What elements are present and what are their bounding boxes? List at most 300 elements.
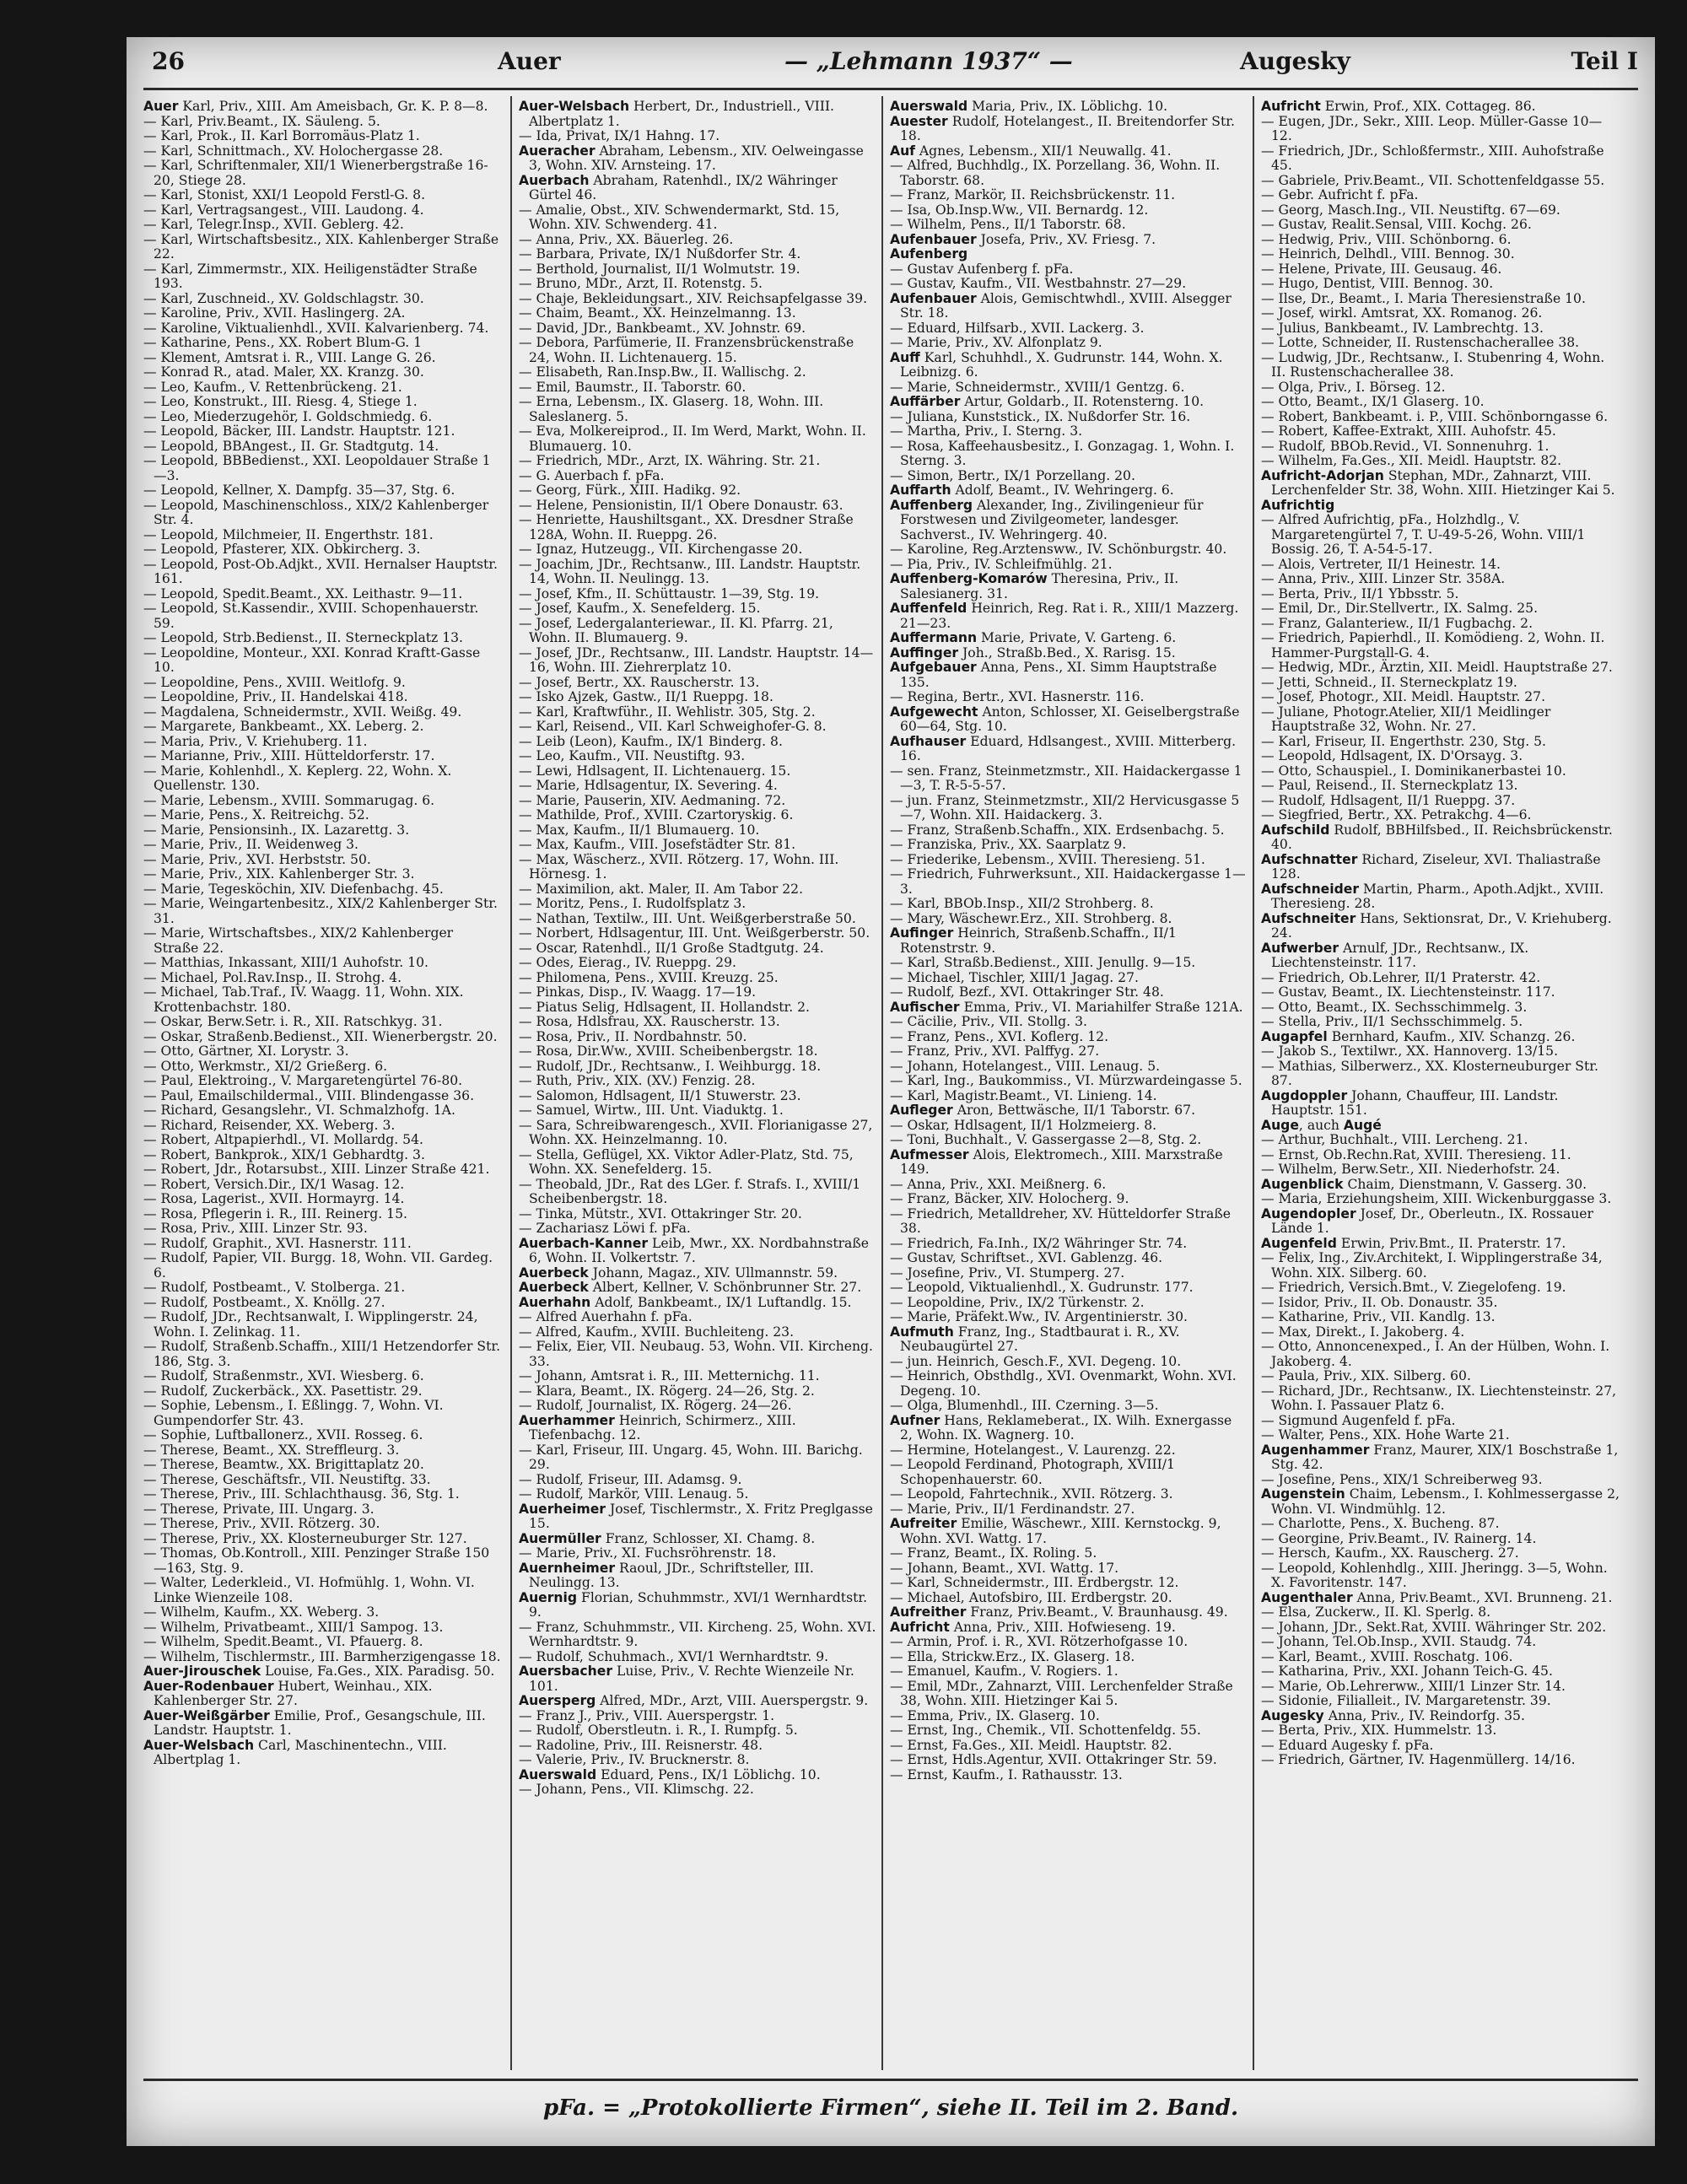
directory-entry: — Leopold, Kellner, X. Dampfg. 35—37, Stg. 6. xyxy=(143,483,455,498)
directory-entry: Auer-Rodenbauer Hubert, Weinhau., XIX. Kahlenberger Str. 27. xyxy=(143,1678,433,1708)
directory-entry: — Matthias, Inkassant, XIII/1 Auhofstr. 10. xyxy=(143,955,429,970)
directory-entry: — Heinrich, Delhdl., VIII. Bennog. 30. xyxy=(1261,246,1515,262)
directory-entry: — Leopold, Milchmeier, II. Engerthstr. 181. xyxy=(143,526,434,542)
directory-entry: Auerswald Maria, Priv., IX. Löblichg. 10. xyxy=(890,100,1168,114)
footer-rule xyxy=(143,2079,1638,2081)
directory-entry: — Rudolf, Straßenb.Schaffn., XIII/1 Hetzendorfer Str. 186, Stg. 3. xyxy=(143,1339,501,1369)
directory-entry: Aufreither Franz, Priv.Beamt., V. Braunhausg. 49. xyxy=(890,1604,1228,1620)
directory-entry: — Marie, Pens., X. Reitreichg. 52. xyxy=(143,807,369,822)
directory-entry: — Alfred Aufrichtig, pFa., Holzhdlg., V. Margaretengürtel 7, T. U-49-5-26, Wohn. VIII/1 Bossig. 26, T. A-54-5-17. xyxy=(1261,512,1586,557)
directory-entry: — Leopold, Spedit.Beamt., XX. Leithastr. 9—11. xyxy=(143,585,463,601)
directory-entry: Aufmuth Franz, Ing., Stadtbaurat i. R., XV. Neubaugürtel 27. xyxy=(890,1324,1180,1354)
directory-entry: Auernheimer Raoul, JDr., Schriftsteller, III. Neulingg. 13. xyxy=(519,1560,814,1590)
directory-entry: — Franz, Schuhmmstr., VII. Kircheng. 25, Wohn. XVI. Wernhardtstr. 9. xyxy=(519,1619,876,1649)
directory-entry: — Johann, Pens., VII. Klimschg. 22. xyxy=(519,1782,754,1797)
directory-entry: — Leopoldine, Monteur., XXI. Konrad Kraftt-Gasse 10. xyxy=(143,644,481,675)
directory-entry: — Eva, Molkereiprod., II. Im Werd, Markt, Wohn. II. Blumauerg. 10. xyxy=(519,423,866,454)
directory-entry: — Karl, Schnittmach., XV. Holochergasse 28. xyxy=(143,143,444,159)
directory-entry: Augesky Anna, Priv., IV. Reindorfg. 35. xyxy=(1261,1707,1525,1723)
directory-entry: — Josef, Kfm., II. Schüttaustr. 1—39, Stg. 19. xyxy=(519,585,820,601)
directory-entry: Aufwerber Arnulf, JDr., Rechtsanw., IX. Liechtensteinstr. 117. xyxy=(1261,940,1529,970)
directory-entry: — Berthold, Journalist, II/1 Wolmutstr. 19. xyxy=(519,261,800,277)
directory-entry: — Leopold, Strb.Bedienst., II. Sterneckplatz 13. xyxy=(143,630,464,645)
directory-entry: — Wilhelm, Pens., II/1 Taborstr. 68. xyxy=(890,217,1126,232)
directory-entry: — Therese, Priv., XVII. Rötzerg. 30. xyxy=(143,1516,380,1531)
directory-entry: — Gustav, Kaufm., VII. Westbahnstr. 27—29. xyxy=(890,276,1187,291)
directory-entry: Auer Karl, Priv., XIII. Am Ameisbach, Gr. K. P. 8—8. xyxy=(143,100,488,114)
directory-entry: Aufner Hans, Reklameberat., IX. Wilh. Exnergasse 2, Wohn. IX. Wagnerg. 10. xyxy=(890,1412,1232,1443)
directory-entry: — Ernst, Hdls.Agentur, XVII. Ottakringer Str. 59. xyxy=(890,1752,1217,1767)
directory-entry: Aufenbauer Alois, Gemischtwhdl., XVIII. Alsegger Str. 18. xyxy=(890,290,1232,321)
directory-entry: — Otto, Beamt., IX. Sechsschimmelg. 3. xyxy=(1261,999,1528,1015)
directory-entry: Auer-Welsbach Carl, Maschinentechn., VIII. Albertplag 1. xyxy=(143,1737,447,1767)
header-rule xyxy=(143,88,1638,90)
column-divider xyxy=(510,96,512,2070)
directory-entry: — Piatus Selig, Hdlsagent, II. Hollandstr. 2. xyxy=(519,999,810,1015)
directory-entry: — Felix, Ing., Ziv.Architekt, I. Wipplingerstraße 34, Wohn. XIX. Silberg. 60. xyxy=(1261,1250,1603,1281)
directory-entry: — Valerie, Priv., IV. Brucknerstr. 8. xyxy=(519,1752,750,1767)
directory-entry: — Robert, Altpapierhdl., VI. Mollardg. 54. xyxy=(143,1132,423,1147)
directory-entry: — Karl, Kraftwführ., II. Wehlistr. 305, Stg. 2. xyxy=(519,704,816,720)
directory-entry: — Hersch, Kaufm., XX. Rauscherg. 27. xyxy=(1261,1545,1519,1561)
directory-entry: — Michael, Pol.Rav.Insp., II. Strohg. 4. xyxy=(143,969,402,985)
directory-entry: Aufenberg xyxy=(890,246,968,262)
directory-entry: — Georg, Masch.Ing., VII. Neustiftg. 67—69. xyxy=(1261,202,1560,218)
directory-entry: — Marie, Priv., XV. Alfonplatz 9. xyxy=(890,335,1102,350)
directory-entry: — Friedrich, Versich.Bmt., V. Ziegelofeng. 19. xyxy=(1261,1280,1566,1295)
directory-entry: — Emma, Priv., IX. Glaserg. 10. xyxy=(890,1707,1100,1723)
directory-entry: Aufmesser Alois, Elektromech., XIII. Marxstraße 149. xyxy=(890,1146,1223,1177)
directory-entry: — Jetti, Schneid., II. Sterneckplatz 19. xyxy=(1261,674,1517,690)
directory-entry: Aufschneiter Hans, Sektionsrat, Dr., V. Kriehuberg. 24. xyxy=(1261,910,1612,941)
directory-entry: Aufschneider Martin, Pharm., Apoth.Adjkt., XVIII. Theresieng. 28. xyxy=(1261,881,1604,911)
directory-entry: — Leopold, Pfasterer, XIX. Obkircherg. 3. xyxy=(143,542,421,557)
directory-entry: — Magdalena, Schneidermstr., XVII. Weißg. 49. xyxy=(143,704,462,720)
directory-entry: — Karl, Zuschneid., XV. Goldschlagstr. 30. xyxy=(143,290,424,306)
header-last-entry: Augesky xyxy=(1240,47,1350,75)
directory-entry: — Alfred, Buchhdlg., IX. Porzellang. 36, Wohn. II. Taborstr. 68. xyxy=(890,158,1221,188)
directory-entry: — Karl, Vertragsangest., VIII. Laudong. 4. xyxy=(143,202,424,218)
directory-entry: — Anna, Priv., XIII. Linzer Str. 358A. xyxy=(1261,571,1506,586)
directory-entry: Auffinger Joh., Straßb.Bed., X. Rarisg. 15. xyxy=(890,644,1176,661)
directory-entry: Aufischer Emma, Priv., VI. Mariahilfer Straße 121A. xyxy=(890,999,1243,1015)
directory-entry: — Rudolf, Journalist, IX. Rögerg. 24—26. xyxy=(519,1398,792,1413)
directory-page xyxy=(127,37,1655,2146)
directory-entry: Aufleger Aron, Bettwäsche, II/1 Taborstr. 67. xyxy=(890,1103,1196,1118)
directory-entry: — Berta, Priv., II/1 Ybbsstr. 5. xyxy=(1261,585,1459,601)
directory-entry: — Max, Wäscherz., XVII. Rötzerg. 17, Wohn. III. Hörnesg. 1. xyxy=(519,851,839,882)
directory-entry: Auf Agnes, Lebensm., XII/1 Neuwallg. 41. xyxy=(890,143,1172,159)
directory-entry: — Leopold, Post-Ob.Adjkt., XVII. Hernalser Hauptstr. 161. xyxy=(143,556,498,586)
directory-entry: Aufreiter Emilie, Wäschewr., XIII. Kernstockg. 9, Wohn. XVI. Wattg. 17. xyxy=(890,1516,1221,1546)
directory-entry: — Oscar, Ratenhdl., II/1 Große Stadtgutg. 24. xyxy=(519,940,824,956)
directory-entry: — Tinka, Mütstr., XVI. Ottakringer Str. 20. xyxy=(519,1205,802,1221)
directory-entry: — Emil, Baumstr., II. Taborstr. 60. xyxy=(519,379,746,395)
directory-entry: — Marie, Präfekt.Ww., IV. Argentinierstr. 30. xyxy=(890,1309,1188,1324)
directory-entry: — Karl, Telegr.Insp., XVII. Geblerg. 42. xyxy=(143,217,404,232)
directory-entry: — Rudolf, BBOb.Revid., VI. Sonnenuhrg. 1. xyxy=(1261,438,1550,454)
directory-entry: — jun. Heinrich, Gesch.F., XVI. Degeng. 10. xyxy=(890,1353,1182,1369)
directory-entry: — Samuel, Wirtw., III. Unt. Viaduktg. 1. xyxy=(519,1103,784,1118)
directory-entry: — Pia, Priv., IV. Schleifmühlg. 21. xyxy=(890,556,1113,572)
directory-entry: — Richard, Gesangslehr., VI. Schmalzhofg. 1A. xyxy=(143,1103,455,1118)
directory-entry: — Marie, Weingartenbesitz., XIX/2 Kahlenberger Str. 31. xyxy=(143,896,498,926)
directory-entry: — Alfred Auerhahn f. pFa. xyxy=(519,1309,693,1324)
directory-entry: — Therese, Beamt., XX. Streffleurg. 3. xyxy=(143,1442,400,1458)
directory-entry: — Karl, Straßb.Bedienst., XIII. Jenullg. 9—15. xyxy=(890,955,1196,970)
directory-entry: — Martha, Priv., I. Sterng. 3. xyxy=(890,423,1083,439)
directory-entry: — Georg, Fürk., XIII. Hadikg. 92. xyxy=(519,483,741,498)
page-footer-note: pFa. = „Protokollierte Firmen“, siehe II. Teil im 2. Band. xyxy=(542,2095,1239,2121)
directory-entry: — Rosa, Priv., XIII. Linzer Str. 93. xyxy=(143,1221,368,1236)
directory-entry: Aufschild Rudolf, BBHilfsbed., II. Reichsbrückenstr. 40. xyxy=(1261,822,1613,852)
directory-entry: — Paula, Priv., XIX. Silberg. 60. xyxy=(1261,1368,1471,1383)
directory-entry: — Klara, Beamt., IX. Rögerg. 24—26, Stg. 2. xyxy=(519,1383,815,1399)
directory-entry: — Robert, Bankbeamt. i. P., VIII. Schönborngasse 6. xyxy=(1261,408,1609,424)
directory-entry: — Otto, Annoncenexped., I. An der Hülben, Wohn. I. Jakoberg. 4. xyxy=(1261,1339,1610,1369)
directory-entry: — Hedwig, Priv., VIII. Schönborng. 6. xyxy=(1261,231,1512,247)
directory-entry: — Franziska, Priv., XX. Saarplatz 9. xyxy=(890,837,1127,852)
directory-entry: — Marie, Pauserin, XIV. Aedmaning. 72. xyxy=(519,792,786,808)
directory-entry: — Josef, Photogr., XII. Meidl. Hauptstr. 27. xyxy=(1261,689,1546,704)
directory-entry: — Marie, Wirtschaftsbes., XIX/2 Kahlenberger Straße 22. xyxy=(143,925,454,956)
directory-entry: — Gustav, Beamt., IX. Liechtensteinstr. 117. xyxy=(1261,984,1555,1000)
directory-entry: — Wilhelm, Fa.Ges., XII. Meidl. Hauptstr. 82. xyxy=(1261,453,1562,468)
directory-entry: — Sophie, Lebensm., I. Eßlingg. 7, Wohn. VI. Gumpendorfer Str. 43. xyxy=(143,1398,444,1428)
directory-entry: — Chaje, Bekleidungsart., XIV. Reichsapfelgasse 39. xyxy=(519,290,868,306)
directory-entry: — Marie, Priv., XVI. Herbststr. 50. xyxy=(143,851,371,867)
directory-entry: — Leo, Miederzugehör, I. Goldschmiedg. 6. xyxy=(143,408,433,424)
directory-entry: — Hedwig, MDr., Ärztin, XII. Meidl. Hauptstraße 27. xyxy=(1261,660,1613,675)
directory-entry: — Wilhelm, Privatbeamt., XIII/1 Sampog. 13. xyxy=(143,1619,444,1635)
directory-entry: — Gustav, Realit.Sensal, VIII. Kochg. 26. xyxy=(1261,217,1532,232)
directory-entry: — Richard, JDr., Rechtsanw., IX. Liechtensteinstr. 27, Wohn. I. Passauer Platz 6. xyxy=(1261,1383,1617,1413)
directory-entry: — Julius, Bankbeamt., IV. Lambrechtg. 13. xyxy=(1261,320,1544,336)
directory-entry: — Rudolf, Postbeamt., V. Stolberga. 21. xyxy=(143,1280,406,1295)
directory-entry: — Josef, wirkl. Amtsrat, XX. Romanog. 26. xyxy=(1261,305,1543,321)
directory-entry: — Rosa, Hdlsfrau, XX. Rauscherstr. 13. xyxy=(519,1014,780,1029)
directory-entry: — Marie, Tegesköchin, XIV. Diefenbachg. 45. xyxy=(143,881,444,897)
directory-entry: — Friedrich, JDr., Schloßfermstr., XIII. Auhofstraße 45. xyxy=(1261,143,1604,173)
directory-entry: — Lotte, Schneider, II. Rustenschacherallee 38. xyxy=(1261,335,1580,350)
directory-entry: — Wilhelm, Berw.Setr., XII. Niederhofstr. 24. xyxy=(1261,1162,1560,1177)
directory-entry: — Michael, Tab.Traf., IV. Waagg. 11, Wohn. XIX. Krottenbachstr. 180. xyxy=(143,984,464,1015)
directory-entry: Auffenfeld Heinrich, Reg. Rat i. R., XIII/1 Mazzerg. 21—23. xyxy=(890,601,1239,631)
directory-entry: — Elsa, Zuckerw., II. Kl. Sperlg. 8. xyxy=(1261,1604,1491,1620)
directory-entry: — Sophie, Luftballonerz., XVII. Rosseg. 6. xyxy=(143,1427,423,1443)
directory-entry: — Georgine, Priv.Beamt., IV. Rainerg. 14. xyxy=(1261,1530,1537,1546)
header-part: Teil I xyxy=(1571,47,1638,75)
directory-entry: — Ruth, Priv., XIX. (XV.) Fenzig. 28. xyxy=(519,1073,756,1088)
directory-entry: — Wilhelm, Spedit.Beamt., VI. Pfauerg. 8. xyxy=(143,1634,423,1649)
directory-entry: — Leopoldine, Priv., II. Handelskai 418. xyxy=(143,689,408,704)
directory-entry: — Marie, Lebensm., XVIII. Sommarugag. 6. xyxy=(143,792,435,808)
directory-entry: — Wilhelm, Kaufm., XX. Weberg. 3. xyxy=(143,1604,380,1620)
directory-entry: — Debora, Parfümerie, II. Franzensbrückenstraße 24, Wohn. II. Lichtenauerg. 15. xyxy=(519,335,854,365)
directory-entry: Auernig Florian, Schuhmmstr., XVI/1 Wernhardtstr. 9. xyxy=(519,1589,868,1620)
directory-entry: — Radoline, Priv., III. Reisnerstr. 48. xyxy=(519,1737,763,1753)
directory-entry: — Leopold, BBBedienst., XXI. Leopoldauer Straße 1—3. xyxy=(143,453,491,483)
directory-entry: — Cäcilie, Priv., VII. Stollg. 3. xyxy=(890,1014,1087,1029)
directory-entry: Aueracher Abraham, Lebensm., XIV. Oelweingasse 3, Wohn. XIV. Arnsteing. 17. xyxy=(519,143,864,173)
directory-entry: — Rosa, Dir.Ww., XVIII. Scheibenbergstr. 18. xyxy=(519,1043,818,1059)
directory-entry: — Karl, Schneidermstr., III. Erdbergstr. 12. xyxy=(890,1575,1179,1590)
directory-entry: — Maria, Erziehungsheim, XIII. Wickenburggasse 3. xyxy=(1261,1191,1612,1206)
directory-entry: Augendopler Josef, Dr., Oberleutn., IX. Rossauer Lände 1. xyxy=(1261,1205,1593,1236)
directory-entry: — Max, Kaufm., VIII. Josefstädter Str. 81. xyxy=(519,837,796,852)
directory-entry: — Hermine, Hotelangest., V. Laurenzg. 22. xyxy=(890,1442,1176,1458)
directory-entry: — Oskar, Straßenb.Bedienst., XII. Wienerbergstr. 20. xyxy=(143,1028,498,1044)
directory-entry: — Therese, Beamtw., XX. Brigittaplatz 20. xyxy=(143,1457,424,1472)
directory-entry: — Otto, Werkmstr., XI/2 Grießerg. 6. xyxy=(143,1058,388,1074)
directory-entry: Auffermann Marie, Private, V. Garteng. 6. xyxy=(890,630,1177,645)
directory-entry: — Johann, Amtsrat i. R., III. Metternichg. 11. xyxy=(519,1368,820,1383)
directory-entry: — Franz, Galanteriew., II/1 Fugbachg. 2. xyxy=(1261,615,1533,631)
directory-entry: — Norbert, Hdlsagentur, III. Unt. Weißgerberstr. 50. xyxy=(519,925,870,941)
directory-entry: — Maria, Priv., V. Kriehuberg. 11. xyxy=(143,733,368,749)
directory-entry: — Juliana, Kunststick., IX. Nußdorfer Str. 16. xyxy=(890,408,1191,424)
directory-entry: Aufricht-Adorjan Stephan, MDr., Zahnarzt, VIII. Lerchenfelder Str. 38, Wohn. XIII. Hietzinger Kai 5. xyxy=(1261,467,1615,498)
directory-entry: — Philomena, Pens., XVIII. Kreuzg. 25. xyxy=(519,969,779,985)
directory-entry: — Rudolf, JDr., Rechtsanwalt, I. Wipplingerstr. 24, Wohn. I. Zelinkag. 11. xyxy=(143,1309,478,1340)
directory-entry: — Leopold, Hdlsagent, IX. D'Orsayg. 3. xyxy=(1261,748,1523,763)
directory-entry: Aufrichtig xyxy=(1261,497,1335,513)
directory-entry: Augenhammer Franz, Maurer, XIX/1 Boschstraße 1, Stg. 42. xyxy=(1261,1442,1619,1472)
directory-entry: — Otto, Beamt., IX/1 Glaserg. 10. xyxy=(1261,394,1485,409)
directory-entry: — Bruno, MDr., Arzt, II. Rotenstg. 5. xyxy=(519,276,763,291)
directory-entry: — Sidonie, Filialleit., IV. Margaretenstr. 39. xyxy=(1261,1693,1551,1708)
directory-entry: Auer-Welsbach Herbert, Dr., Industriell., VIII. Albertplatz 1. xyxy=(519,100,834,129)
directory-entry: — Johann, Beamt., XVI. Wattg. 17. xyxy=(890,1560,1119,1576)
directory-entry: Auffenberg-Komarów Theresina, Priv., II. Salesianerg. 31. xyxy=(890,571,1179,601)
directory-entry: — Olga, Priv., I. Börseg. 12. xyxy=(1261,379,1446,395)
directory-entry: — Friedrich, Fuhrwerksunt., XII. Haidackergasse 1—3. xyxy=(890,866,1246,897)
directory-entry: — Otto, Gärtner, XI. Lorystr. 3. xyxy=(143,1043,349,1059)
directory-entry: — Marie, Priv., II/1 Ferdinandstr. 27. xyxy=(890,1501,1135,1517)
directory-entry: — Leopold, Fahrtechnik., XVII. Rötzerg. 3. xyxy=(890,1486,1173,1502)
directory-entry: Aufricht Anna, Priv., XIII. Hofwieseng. 19. xyxy=(890,1619,1176,1635)
directory-entry: — Otto, Schauspiel., I. Dominikanerbastei 10. xyxy=(1261,763,1566,779)
directory-entry: — Zachariasz Löwi f. pFa. xyxy=(519,1221,691,1236)
directory-entry: — Karl, Stonist, XXI/1 Leopold Ferstl-G. 8. xyxy=(143,187,426,202)
directory-entry: Auer-Weißgärber Emilie, Prof., Gesangschule, III. Landstr. Hauptstr. 1. xyxy=(143,1707,486,1738)
directory-entry: Auffärber Artur, Goldarb., II. Rotensterng. 10. xyxy=(890,394,1205,409)
directory-entry: Auerhammer Heinrich, Schirmerz., XIII. Tiefenbachg. 12. xyxy=(519,1412,796,1443)
directory-entry: Aufgewecht Anton, Schlosser, XI. Geiselbergstraße 60—64, Stg. 10. xyxy=(890,704,1240,734)
directory-entry: — Rudolf, Bezf., XVI. Ottakringer Str. 48. xyxy=(890,984,1164,1000)
directory-entry: — Robert, Kaffee-Extrakt, XIII. Auhofstr. 45. xyxy=(1261,423,1556,439)
directory-entry: — Ludwig, JDr., Rechtsanw., I. Stubenring 4, Wohn. II. Rustenschacherallee 38. xyxy=(1261,349,1605,380)
directory-entry: — Thomas, Ob.Kontroll., XIII. Penzinger Straße 150—163, Stg. 9. xyxy=(143,1545,490,1576)
directory-entry: Auge, auch Augé xyxy=(1261,1117,1382,1133)
directory-entry: — Ilse, Dr., Beamt., I. Maria Theresienstraße 10. xyxy=(1261,290,1586,306)
directory-entry: Auersperg Alfred, MDr., Arzt, VIII. Auerspergstr. 9. xyxy=(519,1693,869,1708)
directory-entry: — Leopold Ferdinand, Photograph, XVIII/1 Schopenhauerstr. 60. xyxy=(890,1457,1175,1487)
column-2 xyxy=(519,100,877,2073)
page-header xyxy=(127,37,1655,88)
directory-entry: — Friedrich, Gärtner, IV. Hagenmüllerg. 14/16. xyxy=(1261,1752,1576,1767)
directory-entry: — Salomon, Hdlsagent, II/1 Stuwerstr. 23. xyxy=(519,1087,801,1103)
directory-entry: — Gustav, Schriftset., XVI. Gablenzg. 46. xyxy=(890,1250,1163,1265)
directory-entry: — Walter, Pens., XIX. Hohe Warte 21. xyxy=(1261,1427,1510,1443)
directory-entry: Augapfel Bernhard, Kaufm., XIV. Schanzg. 26. xyxy=(1261,1028,1576,1044)
directory-entry: Augenfeld Erwin, Priv.Bmt., II. Praterstr. 17. xyxy=(1261,1235,1566,1251)
directory-entry: — Theobald, JDr., Rat des LGer. f. Strafs. I., XVIII/1 Scheibenbergstr. 18. xyxy=(519,1176,861,1206)
directory-entry: — Mathilde, Prof., XVIII. Czartoryskig. 6. xyxy=(519,807,794,822)
directory-entry: Auffenberg Alexander, Ing., Zivilingenieur für Forstwesen und Zivilgeometer, landesger. Sachverst., IV. Wehringerg. 40. xyxy=(890,497,1204,542)
directory-entry: — G. Auerbach f. pFa. xyxy=(519,467,665,483)
directory-entry: — Leib (Leon), Kaufm., IX/1 Binderg. 8. xyxy=(519,733,783,749)
directory-entry: — Friedrich, Ob.Lehrer, II/1 Praterstr. 42. xyxy=(1261,969,1541,985)
directory-entry: — Franz, Markör, II. Reichsbrückenstr. 11. xyxy=(890,187,1176,202)
directory-entry: — Karl, Ing., Baukommiss., VI. Mürzwardeingasse 5. xyxy=(890,1073,1242,1088)
directory-entry: — Nathan, Textilw., III. Unt. Weißgerberstraße 50. xyxy=(519,910,856,926)
directory-entry: — Katharine, Priv., VII. Kandlg. 13. xyxy=(1261,1309,1496,1324)
directory-entry: Auerbeck Johann, Magaz., XIV. Ullmannstr. 59. xyxy=(519,1265,838,1281)
directory-entry: — Ernst, Fa.Ges., XII. Meidl. Hauptstr. 82. xyxy=(890,1737,1172,1753)
directory-entry: — Karl, Prok., II. Karl Borromäus-Platz 1. xyxy=(143,128,420,143)
directory-entry: — Rosa, Kaffeehausbesitz., I. Gonzagag. 1, Wohn. I. Sterng. 3. xyxy=(890,438,1235,468)
directory-entry: — Leopold, Maschinenschloss., XIX/2 Kahlenberger Str. 4. xyxy=(143,497,489,527)
directory-entry: — Michael, Tischler, XIII/1 Jagag. 27. xyxy=(890,969,1139,985)
directory-entry: — Rudolf, Papier, VII. Burgg. 18, Wohn. VII. Gardeg. 6. xyxy=(143,1250,493,1281)
directory-entry: Augenstein Chaim, Lebensm., I. Kohlmessergasse 2, Wohn. VI. Windmühlg. 12. xyxy=(1261,1486,1620,1517)
directory-entry: — Leo, Kaufm., V. Rettenbrückeng. 21. xyxy=(143,379,402,395)
column-1 xyxy=(143,100,502,2073)
directory-entry: — Konrad R., atad. Maler, XX. Kranzg. 30. xyxy=(143,364,424,380)
directory-entry: — Rosa, Priv., II. Nordbahnstr. 50. xyxy=(519,1028,747,1044)
directory-entry: — Max, Kaufm., II/1 Blumauerg. 10. xyxy=(519,822,760,838)
directory-entry: — Josefine, Pens., XIX/1 Schreiberweg 93. xyxy=(1261,1471,1543,1487)
directory-entry: — Marie, Schneidermstr., XVIII/1 Gentzg. 6. xyxy=(890,379,1185,395)
directory-entry: — Friedrich, Fa.Inh., IX/2 Währinger Str. 74. xyxy=(890,1235,1188,1251)
directory-entry: — Gustav Aufenberg f. pFa. xyxy=(890,261,1074,277)
directory-entry: — Josef, JDr., Rechtsanw., III. Landstr. Hauptstr. 14—16, Wohn. III. Ziehrerplatz 10. xyxy=(519,644,874,675)
directory-entry: — Odes, Eierag., IV. Rueppg. 29. xyxy=(519,955,736,970)
directory-entry: — Paul, Reisend., II. Sterneckplatz 13. xyxy=(1261,778,1518,793)
directory-entry: — Charlotte, Pens., X. Bucheng. 87. xyxy=(1261,1516,1500,1531)
directory-entry: — Toni, Buchhalt., V. Gassergasse 2—8, Stg. 2. xyxy=(890,1132,1202,1147)
directory-entry: — Marie, Priv., XIX. Kahlenberger Str. 3. xyxy=(143,866,415,882)
directory-entry: — Rosa, Lagerist., XVII. Hormayrg. 14. xyxy=(143,1191,405,1206)
directory-entry: — Moritz, Pens., I. Rudolfsplatz 3. xyxy=(519,896,746,911)
directory-entry: — Eduard, Hilfsarb., XVII. Lackerg. 3. xyxy=(890,320,1145,336)
directory-entry: — Josef, Kaufm., X. Senefelderg. 15. xyxy=(519,601,761,616)
directory-entry: — Friedrich, Metalldreher, XV. Hütteldorfer Straße 38. xyxy=(890,1205,1231,1236)
directory-entry: — Robert, Versich.Dir., IX/1 Wasag. 12. xyxy=(143,1176,405,1192)
directory-entry: — Gebr. Aufricht f. pFa. xyxy=(1261,187,1419,202)
directory-entry: Auer-Jirouschek Louise, Fa.Ges., XIX. Paradisg. 50. xyxy=(143,1664,495,1679)
directory-entry: — Ignaz, Hutzeugg., VII. Kirchengasse 20. xyxy=(519,542,803,557)
directory-entry: — Oskar, Hdlsagent, II/1 Holzmeierg. 8. xyxy=(890,1117,1157,1133)
directory-entry: — Heinrich, Obsthdlg., XVI. Ovenmarkt, Wohn. XVI. Degeng. 10. xyxy=(890,1368,1237,1399)
directory-entry: — Armin, Prof. i. R., XVI. Rötzerhofgasse 10. xyxy=(890,1634,1188,1649)
directory-entry: — Leo, Konstrukt., III. Riesg. 4, Stiege 1. xyxy=(143,394,418,409)
directory-entry: — Leopold, Kohlenhdlg., XIII. Jheringg. 3—5, Wohn. X. Favoritenstr. 147. xyxy=(1261,1560,1608,1590)
directory-entry: — Ida, Privat, IX/1 Hahng. 17. xyxy=(519,128,720,143)
directory-entry: — Leopold, BBAngest., II. Gr. Stadtgutg. 14. xyxy=(143,438,439,454)
directory-entry: — Rudolf, Zuckerbäck., XX. Pasettistr. 29. xyxy=(143,1383,423,1399)
directory-entry: — Karoline, Reg.Arztensww., IV. Schönburgstr. 40. xyxy=(890,542,1227,557)
directory-entry: — Friederike, Lebensm., XVIII. Theresieng. 51. xyxy=(890,851,1205,867)
directory-entry: — Rudolf, Markör, VIII. Lenaug. 5. xyxy=(519,1486,749,1502)
directory-entry: Auff Karl, Schuhhdl., X. Gudrunstr. 144, Wohn. X. Leibnizg. 6. xyxy=(890,349,1223,380)
directory-entry: — Rudolf, Straßenmstr., XVI. Wiesberg. 6. xyxy=(143,1368,424,1383)
directory-entry: Aufhauser Eduard, Hdlsangest., XVIII. Mitterberg. 16. xyxy=(890,733,1237,763)
directory-entry: — Rudolf, Graphit., XVI. Hasnerstr. 111. xyxy=(143,1235,412,1251)
directory-entry: — Johann, Tel.Ob.Insp., XVII. Staudg. 74. xyxy=(1261,1634,1537,1649)
directory-entry: — Marie, Kohlenhdl., X. Keplerg. 22, Wohn. X. Quellenstr. 130. xyxy=(143,763,452,793)
directory-entry: — Johann, JDr., Sekt.Rat, XVIII. Währinger Str. 202. xyxy=(1261,1619,1607,1635)
directory-entry: — Leopoldine, Pens., XVIII. Weitlofg. 9. xyxy=(143,674,406,690)
directory-entry: — Josef, Ledergalanteriewar., II. Kl. Pfarrg. 21, Wohn. II. Blumauerg. 9. xyxy=(519,615,833,645)
directory-entry: — sen. Franz, Steinmetzmstr., XII. Haidackergasse 1—3, T. R-5-5-57. xyxy=(890,763,1242,793)
directory-entry: — Marie, Priv., II. Weidenweg 3. xyxy=(143,837,359,852)
column-divider xyxy=(1253,96,1254,2070)
directory-entry: — Anna, Priv., XX. Bäuerleg. 26. xyxy=(519,231,734,247)
directory-entry: — Katharine, Pens., XX. Robert Blum-G. 1 xyxy=(143,335,423,350)
directory-entry: — Michael, Autofsbiro, III. Erdbergstr. 20. xyxy=(890,1589,1172,1605)
directory-entry: — Elisabeth, Ran.Insp.Bw., II. Wallischg. 2. xyxy=(519,364,806,380)
directory-entry: — Marie, Hdlsagentur, IX. Severing. 4. xyxy=(519,778,778,793)
directory-entry: — Pinkas, Disp., IV. Waagg. 17—19. xyxy=(519,984,757,1000)
directory-entry: — Joachim, JDr., Rechtsanw., III. Landstr. Hauptstr. 14, Wohn. II. Neulingg. 13. xyxy=(519,556,861,586)
directory-entry: — Therese, Priv., III. Schlachthausg. 36, Stg. 1. xyxy=(143,1486,460,1502)
directory-entry: — Mary, Wäschewr.Erz., XII. Strohberg. 8. xyxy=(890,910,1172,926)
directory-entry: — Margarete, Bankbeamt., XX. Leberg. 2. xyxy=(143,719,424,734)
directory-entry: — Henriette, Haushiltsgant., XX. Dresdner Straße 128A, Wohn. II. Rueppg. 26. xyxy=(519,512,854,542)
directory-entry: Aufinger Heinrich, Straßenb.Schaffn., II/1 Rotenstrstr. 9. xyxy=(890,925,1177,956)
directory-entry: — Jakob S., Textilwr., XX. Hannoverg. 13/15. xyxy=(1261,1043,1559,1059)
directory-entry: Auester Rudolf, Hotelangest., II. Breitendorfer Str. 18. xyxy=(890,113,1235,143)
directory-entry: — Karoline, Priv., XVII. Haslingerg. 2A. xyxy=(143,305,406,321)
directory-entry: — Emil, Dr., Dir.Stellvertr., IX. Salmg. 25. xyxy=(1261,601,1539,616)
directory-entry: — Franz, Pens., XVI. Koflerg. 12. xyxy=(890,1028,1109,1044)
directory-entry: Auermüller Franz, Schlosser, XI. Chamg. 8. xyxy=(519,1530,816,1546)
directory-entry: — Richard, Reisender, XX. Weberg. 3. xyxy=(143,1117,396,1133)
directory-entry: — Leo, Kaufm., VII. Neustiftg. 93. xyxy=(519,748,746,763)
directory-entry: — Karl, BBOb.Insp., XII/2 Strohberg. 8. xyxy=(890,896,1154,911)
directory-entry: — Max, Direkt., I. Jakoberg. 4. xyxy=(1261,1324,1465,1340)
directory-entry: — Leopoldine, Priv., IX/2 Türkenstr. 2. xyxy=(890,1294,1145,1310)
directory-entry: — Simon, Bertr., IX/1 Porzellang. 20. xyxy=(890,467,1135,483)
directory-entry: — Therese, Priv., XX. Klosterneuburger Str. 127. xyxy=(143,1530,467,1546)
directory-entry: — Karl, Friseur, III. Ungarg. 45, Wohn. III. Barichg. 29. xyxy=(519,1442,863,1472)
directory-entry: — Franz, Straßenb.Schaffn., XIX. Erdsenbachg. 5. xyxy=(890,822,1225,838)
directory-entry: — Rudolf, Postbeamt., X. Knöllg. 27. xyxy=(143,1294,385,1310)
directory-entry: Augenblick Chaim, Dienstmann, V. Gasserg. 30. xyxy=(1261,1176,1587,1192)
directory-entry: Aufgebauer Anna, Pens., XI. Simm Hauptstraße 135. xyxy=(890,660,1217,690)
directory-entry: — Anna, Priv., XXI. Meißnerg. 6. xyxy=(890,1176,1107,1192)
directory-entry: — Franz, Bäcker, XIV. Holocherg. 9. xyxy=(890,1191,1129,1206)
directory-entry: — Karl, Wirtschaftsbesitz., XIX. Kahlenberger Straße 22. xyxy=(143,231,499,262)
directory-entry: — Karl, Zimmermstr., XIX. Heiligenstädter Straße 193. xyxy=(143,261,477,291)
directory-entry: — Rudolf, Oberstleutn. i. R., I. Rumpfg. 5. xyxy=(519,1723,798,1738)
directory-entry: — Ella, Strickw.Erz., IX. Glaserg. 18. xyxy=(890,1648,1135,1664)
directory-entry: — Sigmund Augenfeld f. pFa. xyxy=(1261,1412,1456,1428)
column-divider xyxy=(881,96,883,2070)
directory-entry: — Rudolf, Friseur, III. Adamsg. 9. xyxy=(519,1471,742,1487)
directory-entry: Auersbacher Luise, Priv., V. Rechte Wienzeile Nr. 101. xyxy=(519,1664,854,1694)
column-4 xyxy=(1261,100,1620,2073)
directory-entry: — Marianne, Priv., XIII. Hütteldorferstr. 17. xyxy=(143,748,435,763)
header-first-entry: Auer xyxy=(498,47,561,75)
directory-entry: — Robert, Jdr., Rotarsubst., XIII. Linzer Straße 421. xyxy=(143,1162,490,1177)
directory-entry: — Karl, Friseur, II. Engerthstr. 230, Stg. 5. xyxy=(1261,733,1546,749)
directory-entry: — Emil, MDr., Zahnarzt, VIII. Lerchenfelder Straße 38, Wohn. XIII. Hietzinger Kai 5. xyxy=(890,1678,1233,1708)
directory-entry: — Karl, Beamt., XVIII. Roschatg. 106. xyxy=(1261,1648,1513,1664)
directory-entry: Auffarth Adolf, Beamt., IV. Wehringerg. 6. xyxy=(890,483,1174,498)
